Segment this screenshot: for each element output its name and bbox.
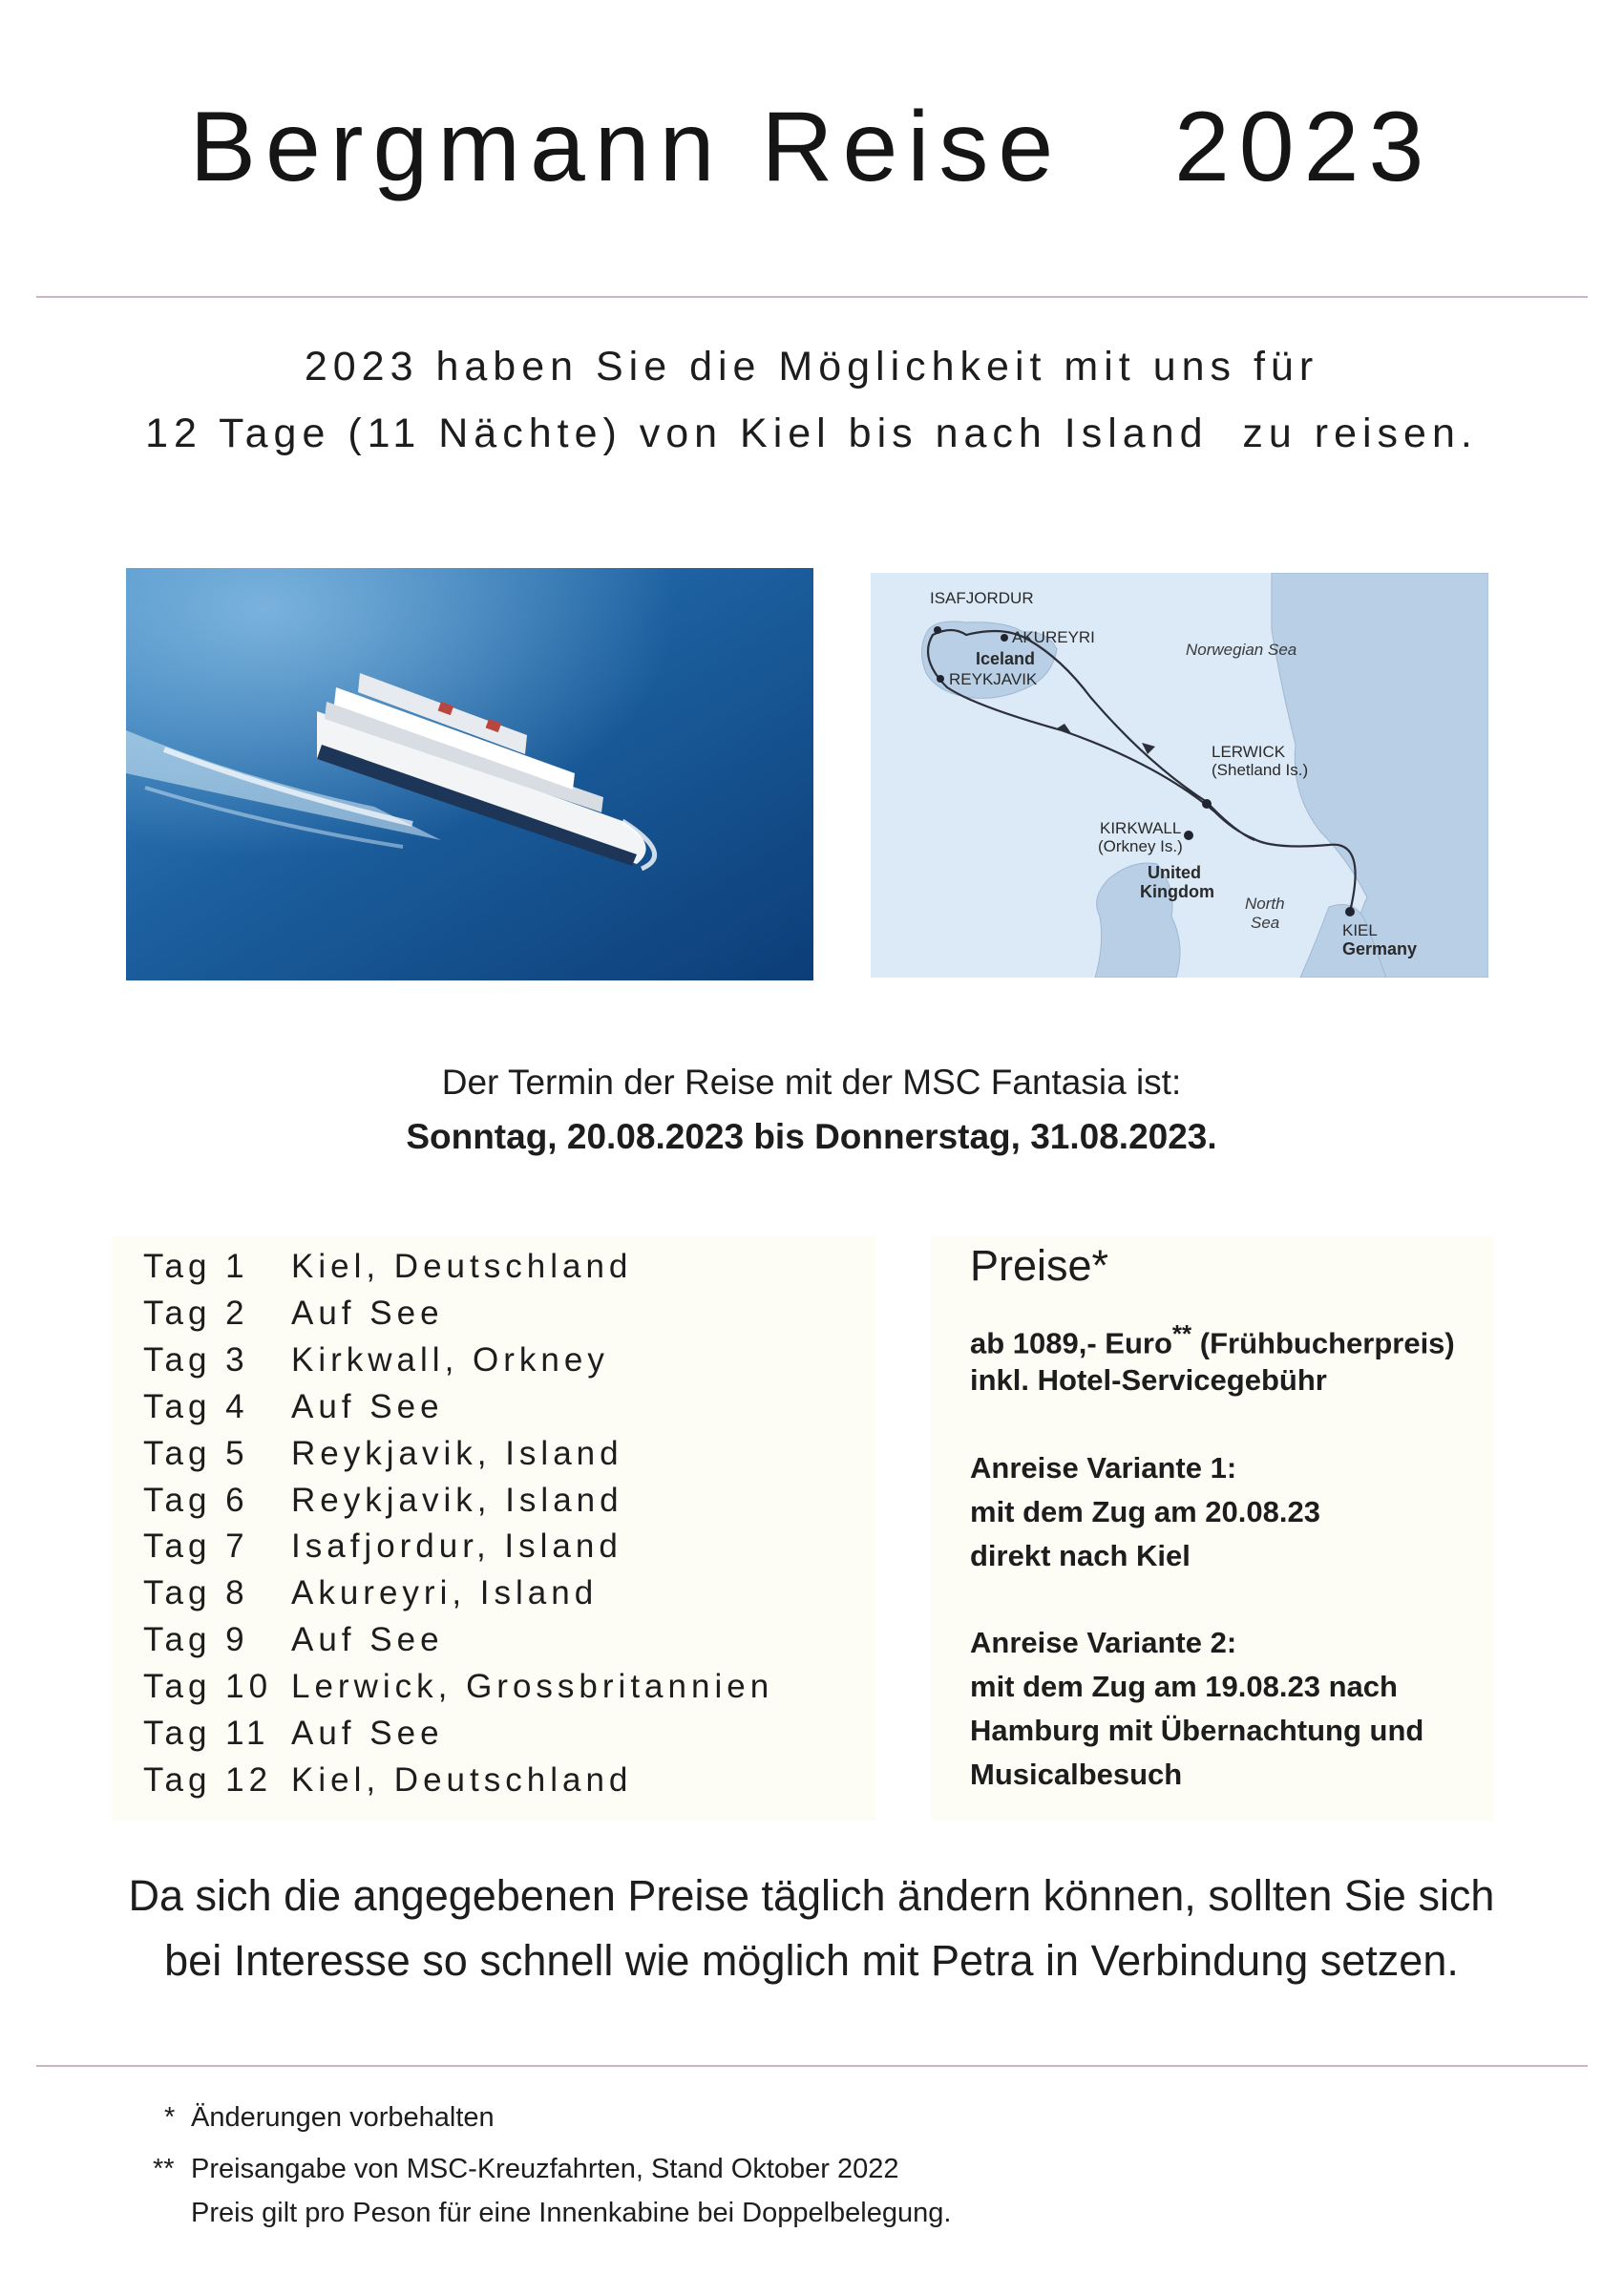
itinerary-row bbox=[143, 1761, 632, 1800]
intro-line-1: 2023 haben Sie die Möglichkeit mit uns für bbox=[304, 344, 1319, 390]
page-title: Bergmann Reise 2023 bbox=[189, 92, 1434, 202]
itinerary-day: Tag 5 bbox=[143, 1434, 249, 1472]
itinerary-place: Reykjavik, Island bbox=[291, 1434, 623, 1472]
itinerary-day: Tag 6 bbox=[143, 1481, 249, 1519]
itinerary-row bbox=[143, 1574, 598, 1612]
itinerary-row bbox=[143, 1248, 632, 1286]
itinerary-day: Tag 2 bbox=[143, 1294, 249, 1332]
intro-line-2: 12 Tage (11 Nächte) von Kiel bis nach Island zu reisen. bbox=[145, 411, 1478, 456]
map-label-north: North bbox=[1245, 895, 1285, 913]
variant-2-line-2: Hamburg mit Übernachtung und bbox=[970, 1714, 1424, 1747]
variant-2-title: Anreise Variante 2: bbox=[970, 1626, 1237, 1659]
map-label-kirkwall: KIRKWALL bbox=[1100, 819, 1182, 837]
variant-2-line-1: mit dem Zug am 19.08.23 nach bbox=[970, 1670, 1398, 1703]
prices-title: Preise* bbox=[970, 1241, 1109, 1290]
itinerary-row bbox=[143, 1715, 444, 1753]
map-label-isafjordur: ISAFJORDUR bbox=[930, 589, 1034, 607]
footnote-1-text: Änderungen vorbehalten bbox=[191, 2102, 495, 2133]
top-divider bbox=[36, 296, 1588, 298]
footnote-2-line-1: Preisangabe von MSC-Kreuzfahrten, Stand Oktober 2022 bbox=[191, 2154, 899, 2184]
itinerary-place: Kiel, Deutschland bbox=[291, 1248, 633, 1285]
itinerary-day: Tag 3 bbox=[143, 1340, 249, 1379]
itinerary-day: Tag 10 bbox=[143, 1668, 273, 1706]
closing-line-2: bei Interesse so schnell wie möglich mit Petra in Verbindung setzen. bbox=[164, 1936, 1459, 1985]
itinerary-day: Tag 11 bbox=[143, 1715, 270, 1752]
map-label-germany: Germany bbox=[1342, 939, 1418, 958]
map-label-sea: Sea bbox=[1251, 914, 1280, 932]
map-label-norwegian-sea: Norwegian Sea bbox=[1186, 641, 1297, 659]
closing-line-1: Da sich die angegebenen Preise täglich ändern können, sollten Sie sich bbox=[128, 1871, 1495, 1920]
price-note: (Frühbucherpreis) bbox=[1191, 1326, 1455, 1360]
map-label-kingdom: Kingdom bbox=[1140, 882, 1214, 901]
itinerary-day: Tag 12 bbox=[143, 1760, 273, 1799]
bottom-divider bbox=[36, 2065, 1588, 2067]
itinerary-place: Auf See bbox=[291, 1715, 444, 1752]
itinerary-place: Reykjavik, Island bbox=[291, 1481, 623, 1519]
variant-1-line-2: direkt nach Kiel bbox=[970, 1539, 1191, 1572]
termin-intro: Der Termin der Reise mit der MSC Fantasia ist: bbox=[441, 1063, 1182, 1102]
itinerary-day: Tag 8 bbox=[143, 1574, 249, 1612]
variant-1-line-1: mit dem Zug am 20.08.23 bbox=[970, 1495, 1320, 1528]
itinerary-row bbox=[143, 1527, 622, 1566]
footnote-1-mark: * bbox=[164, 2102, 176, 2133]
cruise-ship-photo bbox=[126, 568, 813, 980]
map-label-akureyri: AKUREYRI bbox=[1012, 628, 1095, 646]
map-label-reykjavik: REYKJAVIK bbox=[949, 670, 1038, 688]
map-label-united: United bbox=[1148, 863, 1201, 882]
itinerary-day: Tag 4 bbox=[143, 1387, 249, 1425]
itinerary-place: Kirkwall, Orkney bbox=[291, 1340, 609, 1379]
map-label-kiel: KIEL bbox=[1342, 921, 1378, 939]
itinerary-row bbox=[143, 1668, 773, 1706]
variant-2-line-3: Musicalbesuch bbox=[970, 1758, 1183, 1791]
map-label-orkney: (Orkney Is.) bbox=[1098, 837, 1183, 855]
itinerary-row bbox=[143, 1435, 623, 1473]
itinerary-place: Auf See bbox=[291, 1387, 444, 1425]
itinerary-row bbox=[143, 1621, 444, 1659]
map-label-lerwick: LERWICK bbox=[1212, 743, 1286, 761]
itinerary-row bbox=[143, 1295, 444, 1333]
itinerary-row bbox=[143, 1482, 623, 1520]
route-map bbox=[871, 573, 1488, 978]
price-line-2: inkl. Hotel-Servicegebühr bbox=[970, 1363, 1327, 1397]
map-label-iceland: Iceland bbox=[976, 649, 1036, 668]
footnote-2-mark: ** bbox=[153, 2154, 175, 2184]
price-footnote-mark: ** bbox=[1171, 1319, 1192, 1348]
price-amount: ab 1089,- Euro bbox=[970, 1326, 1172, 1360]
itinerary-place: Isafjordur, Island bbox=[291, 1527, 622, 1566]
itinerary-row bbox=[143, 1388, 444, 1426]
itinerary-day: Tag 7 bbox=[143, 1527, 249, 1566]
termin-dates: Sonntag, 20.08.2023 bis Donnerstag, 31.08.2023. bbox=[406, 1117, 1217, 1156]
variant-1-title: Anreise Variante 1: bbox=[970, 1451, 1237, 1485]
itinerary-place: Auf See bbox=[291, 1294, 444, 1332]
price-line bbox=[970, 1319, 1455, 1360]
itinerary-place: Kiel, Deutschland bbox=[291, 1760, 633, 1799]
footnote-2-line-2: Preis gilt pro Peson für eine Innenkabine bei Doppelbelegung. bbox=[191, 2198, 952, 2228]
itinerary-place: Auf See bbox=[291, 1621, 444, 1659]
itinerary-place: Lerwick, Grossbritannien bbox=[291, 1668, 774, 1706]
itinerary-place: Akureyri, Island bbox=[291, 1574, 599, 1612]
itinerary-day: Tag 9 bbox=[143, 1621, 249, 1659]
map-label-shetland: (Shetland Is.) bbox=[1212, 761, 1309, 779]
itinerary-day: Tag 1 bbox=[143, 1248, 249, 1285]
itinerary-row bbox=[143, 1341, 609, 1380]
